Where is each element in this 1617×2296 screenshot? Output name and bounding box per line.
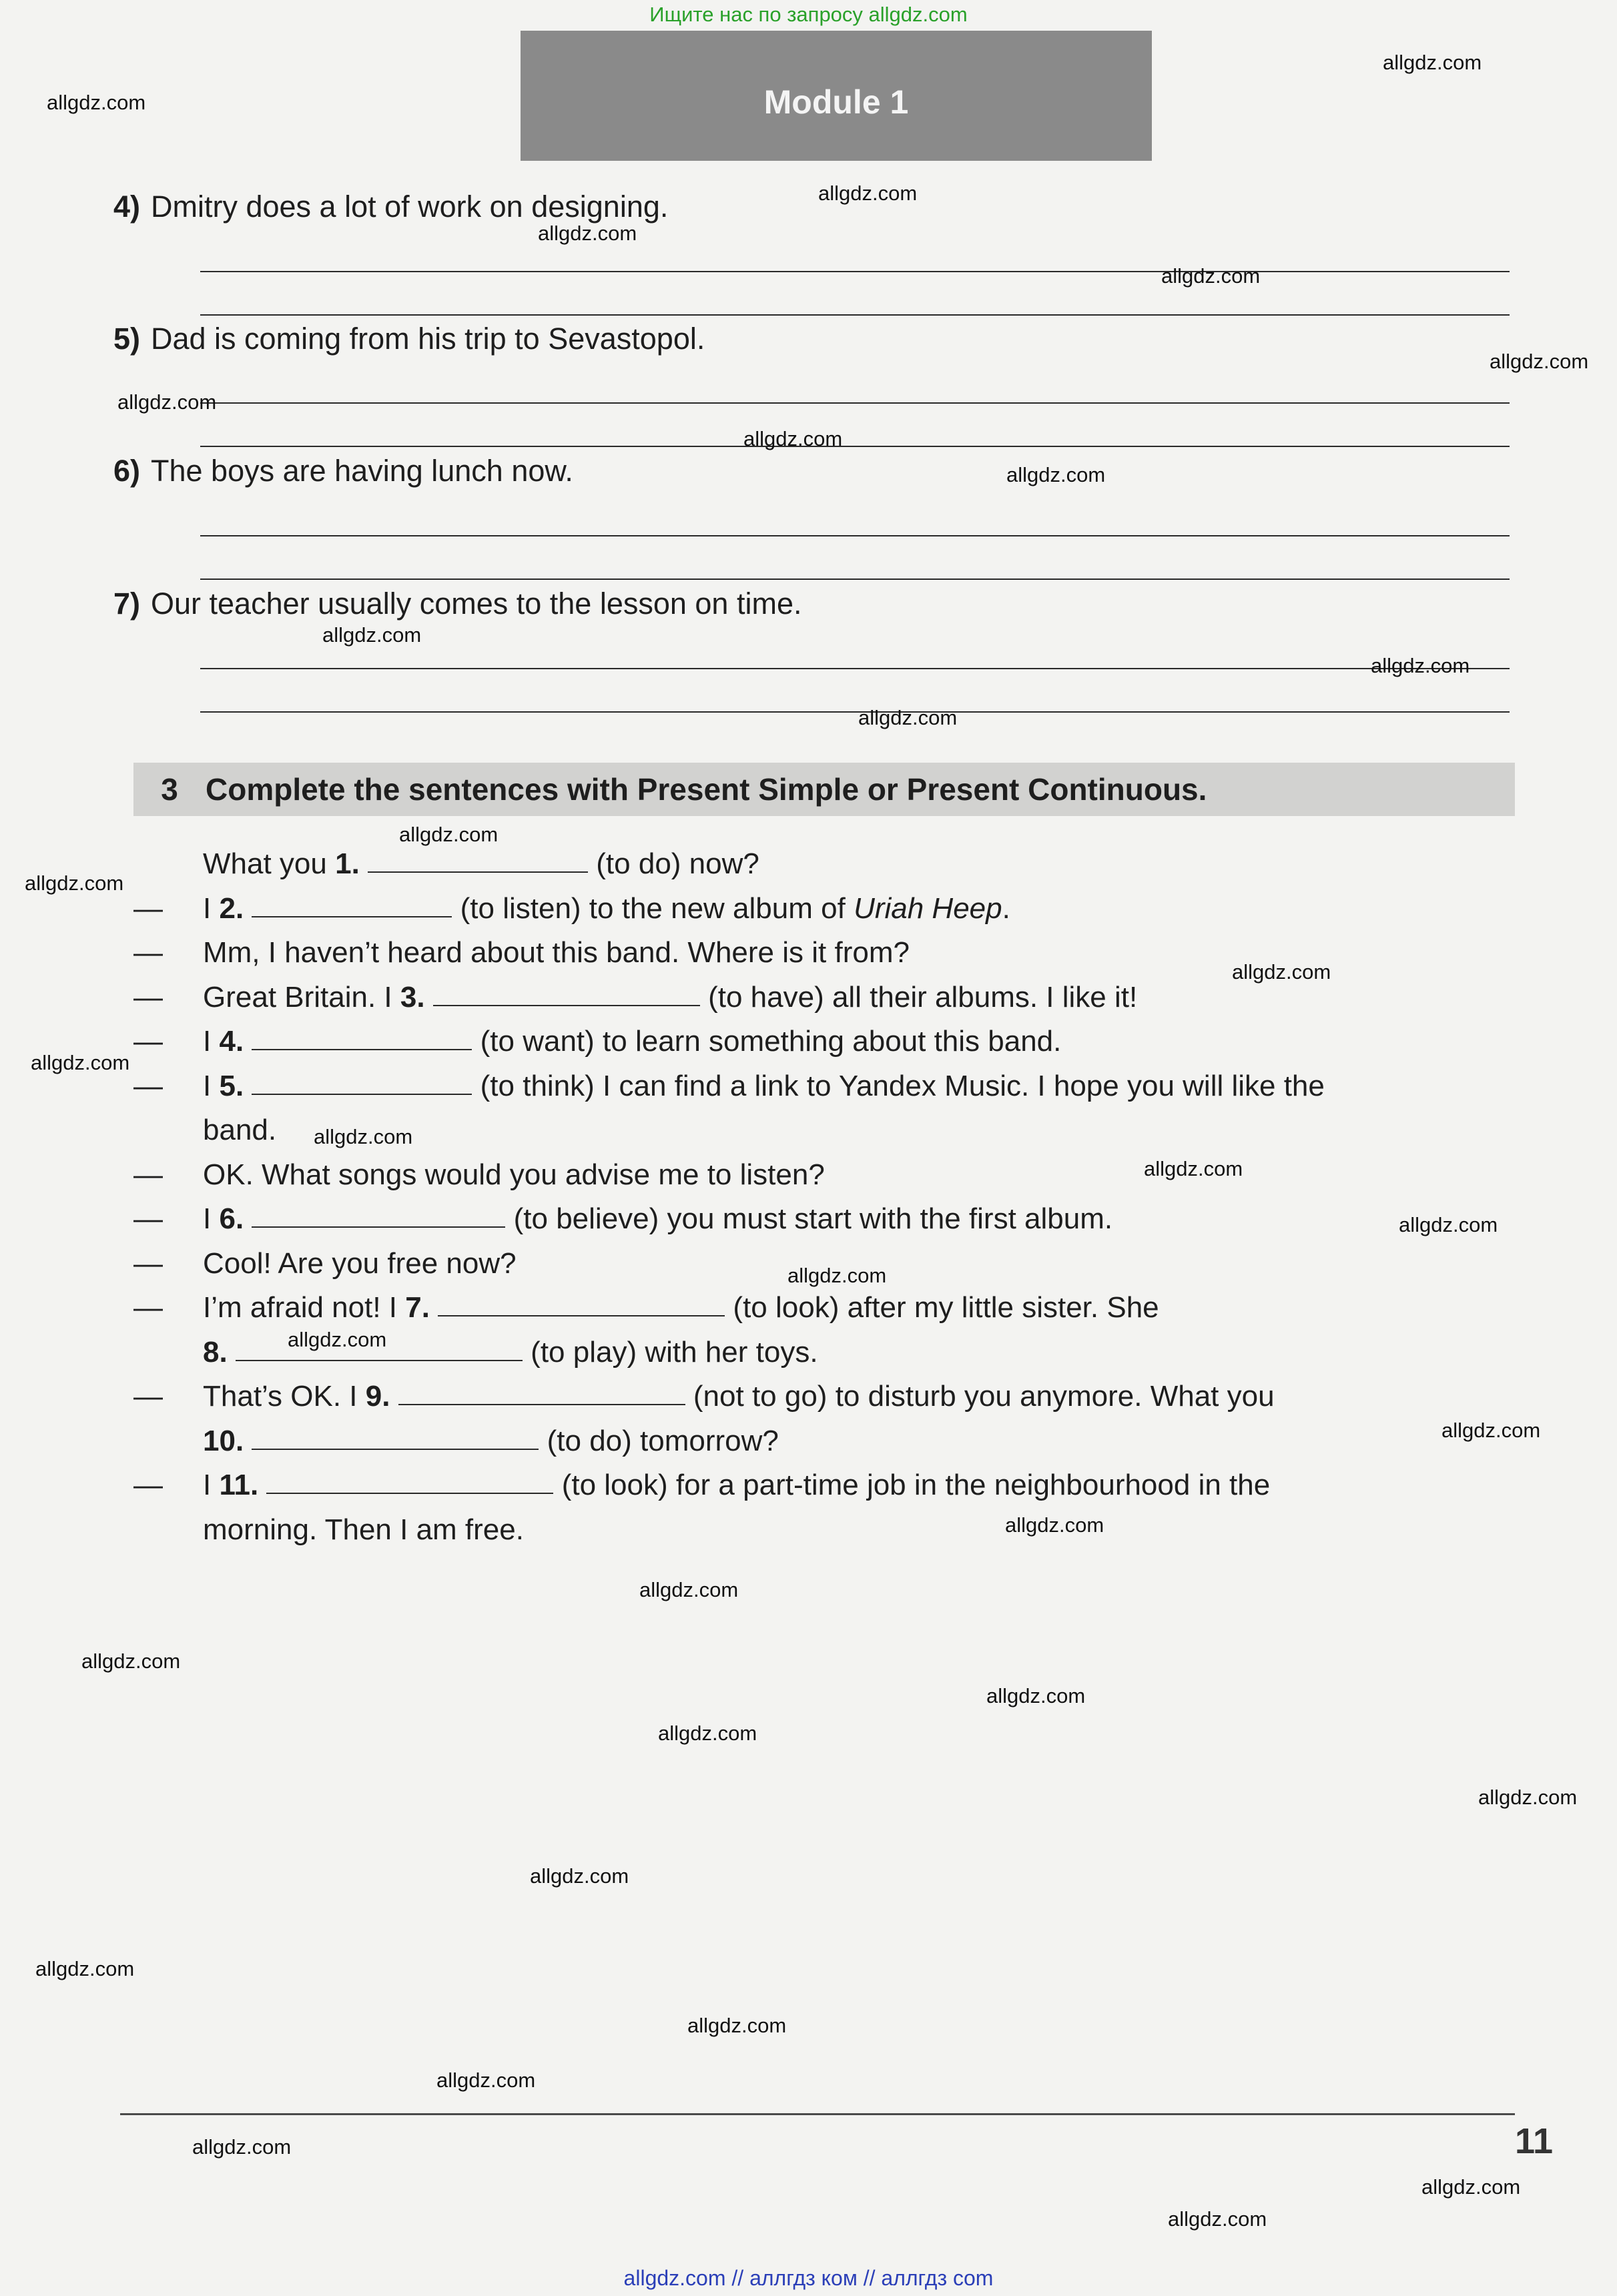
watermark: allgdz.com — [192, 2135, 292, 2159]
answer-line[interactable] — [200, 402, 1510, 404]
watermark: allgdz.com — [986, 1684, 1086, 1707]
item-number: 7) — [113, 587, 140, 621]
dialog-line: — Cool! Are you free now? — [133, 1246, 517, 1280]
answer-line[interactable] — [200, 271, 1510, 272]
page-number: 11 — [1515, 2121, 1554, 2161]
watermark: allgdz.com — [787, 1264, 887, 1287]
fill-blank[interactable] — [252, 887, 452, 917]
list-item — [80, 452, 573, 490]
watermark: allgdz.com — [1399, 1213, 1498, 1236]
watermark: allgdz.com — [639, 1578, 739, 1601]
watermark: allgdz.com — [1441, 1419, 1541, 1442]
watermark: allgdz.com — [322, 623, 422, 647]
watermark: allgdz.com — [1232, 960, 1331, 984]
item-number: 4) — [113, 189, 140, 224]
dialog-line: — I 11. (to look) for a part-time job in the neighbourhood in the — [133, 1463, 1522, 1508]
watermark: allgdz.com — [436, 2068, 536, 2092]
watermark: allgdz.com — [117, 390, 217, 414]
answer-line[interactable] — [200, 446, 1510, 447]
watermark: allgdz.com — [1144, 1157, 1243, 1180]
list-item — [80, 320, 705, 358]
list-item — [80, 188, 668, 226]
dialog-exercise — [133, 842, 1522, 1552]
watermark: allgdz.com — [1371, 654, 1470, 677]
watermark: allgdz.com — [47, 91, 146, 114]
watermark: allgdz.com — [858, 706, 958, 729]
fill-blank[interactable] — [438, 1286, 725, 1316]
answer-line[interactable] — [200, 579, 1510, 580]
module-header — [521, 31, 1152, 161]
list-item — [80, 585, 801, 623]
watermark: allgdz.com — [1478, 1786, 1578, 1809]
fill-blank[interactable] — [252, 1020, 472, 1050]
watermark: allgdz.com — [31, 1051, 130, 1074]
answer-line[interactable] — [200, 314, 1510, 316]
watermark: allgdz.com — [1168, 2207, 1267, 2231]
fill-blank[interactable] — [252, 1064, 472, 1095]
answer-line[interactable] — [200, 535, 1510, 536]
watermark: allgdz.com — [288, 1328, 387, 1351]
dialog-line: — I’m afraid not! I 7. (to look) after my little sister. She — [133, 1286, 1522, 1330]
dialog-line: — OK. What songs would you advise me to listen? — [133, 1158, 825, 1191]
item-text: Dad is coming from his trip to Sevastopol. — [151, 322, 705, 356]
watermark: allgdz.com — [687, 2014, 787, 2037]
footer-divider — [120, 2113, 1515, 2115]
dialog-line: 10. (to do) tomorrow? — [133, 1419, 1522, 1464]
fill-blank[interactable] — [398, 1375, 685, 1405]
watermark: allgdz.com — [538, 222, 637, 245]
watermark: allgdz.com — [1421, 2175, 1521, 2199]
fill-blank[interactable] — [266, 1463, 553, 1494]
dialog-line: band. — [203, 1114, 277, 1146]
dialog-line: — I 2. (to listen) to the new album of Uriah Heep . — [133, 887, 1522, 931]
bottom-site-note: allgdz.com // аллгдз ком // аллгдз com — [623, 2266, 994, 2290]
watermark: allgdz.com — [81, 1649, 181, 1673]
watermark: allgdz.com — [1383, 51, 1482, 74]
top-site-note: Ищите нас по запросу allgdz.com — [649, 3, 968, 26]
dialog-line: — That’s OK. I 9. (not to go) to disturb you anymore. What you — [133, 1375, 1522, 1419]
dialog-line: — Mm, I haven’t heard about this band. Where is it from? — [133, 936, 910, 969]
watermark: allgdz.com — [35, 1957, 135, 1980]
dialog-line: — I 6. (to believe) you must start with the first album. — [133, 1197, 1522, 1242]
exercise-number: 3 — [161, 772, 178, 807]
answer-line[interactable] — [200, 668, 1510, 669]
exercise-heading — [133, 763, 1515, 816]
watermark: allgdz.com — [1006, 463, 1106, 486]
answer-line[interactable] — [200, 711, 1510, 713]
exercise-instruction: Complete the sentences with Present Simple or Present Continuous. — [206, 772, 1207, 807]
item-number: 5) — [113, 322, 140, 356]
module-title: Module 1 — [763, 83, 909, 121]
watermark: allgdz.com — [530, 1864, 629, 1888]
fill-blank[interactable] — [433, 976, 700, 1006]
watermark: allgdz.com — [1490, 350, 1589, 373]
fill-blank[interactable] — [252, 1419, 539, 1450]
watermark: allgdz.com — [743, 427, 843, 450]
dialog-line: — I 5. (to think) I can find a link to Yandex Music. I hope you will like the — [133, 1064, 1522, 1109]
item-text: The boys are having lunch now. — [151, 454, 573, 488]
watermark: allgdz.com — [1005, 1513, 1104, 1537]
watermark: allgdz.com — [1161, 264, 1261, 288]
watermark: allgdz.com — [818, 181, 918, 205]
item-number: 6) — [113, 454, 140, 488]
item-text: Our teacher usually comes to the lesson on time. — [151, 587, 802, 621]
dialog-line: — Great Britain. I 3. (to have) all their albums. I like it! — [133, 976, 1522, 1020]
dialog-line: What you 1. (to do) now? — [133, 842, 1522, 887]
dialog-line: morning. Then I am free. — [203, 1513, 524, 1546]
watermark: allgdz.com — [314, 1125, 413, 1148]
fill-blank[interactable] — [252, 1197, 505, 1228]
dialog-line: — I 4. (to want) to learn something about this band. — [133, 1020, 1522, 1064]
watermark: allgdz.com — [399, 823, 499, 846]
item-text: Dmitry does a lot of work on designing. — [151, 189, 669, 224]
watermark: allgdz.com — [25, 871, 124, 895]
watermark: allgdz.com — [658, 1721, 757, 1745]
dialog-line: 8. (to play) with her toys. — [133, 1330, 1522, 1375]
